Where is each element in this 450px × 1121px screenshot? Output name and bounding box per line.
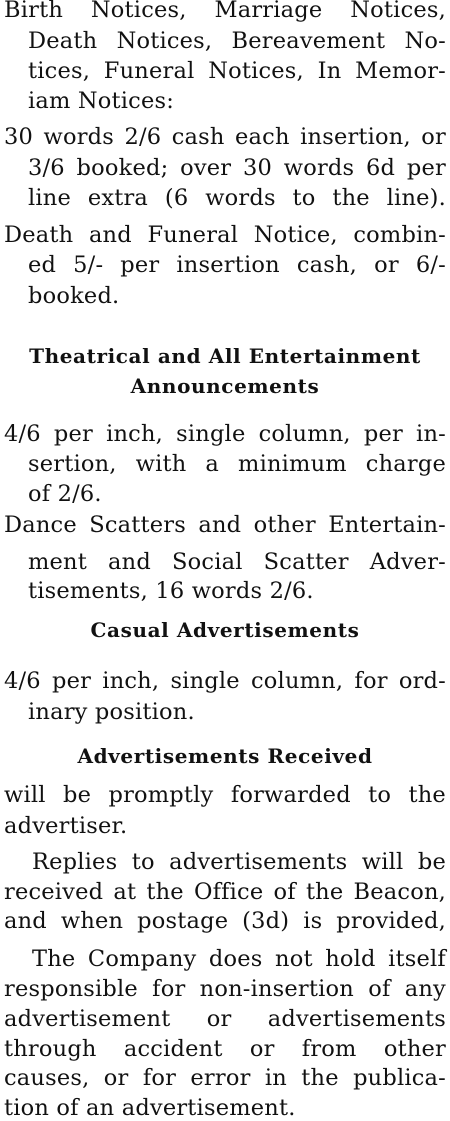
word: 3/6 xyxy=(28,155,65,181)
word: will xyxy=(361,849,404,875)
received-para-3-line-2 xyxy=(4,978,446,1001)
word: words xyxy=(43,124,114,150)
word: publica- xyxy=(353,1065,446,1091)
notices-heading-line-3 xyxy=(28,60,446,83)
word: hold xyxy=(325,946,376,972)
word: 6d xyxy=(366,155,396,181)
word: Entertain- xyxy=(328,512,446,538)
word: not xyxy=(275,946,313,972)
word: and xyxy=(108,549,151,575)
word: Bereavement xyxy=(231,28,386,54)
word: the xyxy=(146,879,184,905)
casual-para-line-2: inary position. xyxy=(28,699,195,725)
word: for xyxy=(142,1065,177,1091)
word: to xyxy=(368,782,392,808)
word: ment xyxy=(28,549,87,575)
word: for xyxy=(354,668,388,694)
word: the xyxy=(301,1065,339,1091)
word: and xyxy=(198,512,242,538)
word: tices, xyxy=(28,58,91,84)
word: Death xyxy=(4,222,74,248)
received-heading: Advertisements Received xyxy=(77,744,373,768)
word: and xyxy=(88,222,132,248)
notices-heading-line-4: iam Notices: xyxy=(28,88,175,114)
word: the xyxy=(408,782,446,808)
word: extra xyxy=(87,185,149,211)
received-para-3-line-6: tion of an advertisement. xyxy=(4,1095,296,1121)
word: accident xyxy=(123,1036,223,1062)
word: at xyxy=(113,879,137,905)
word: itself xyxy=(388,946,446,972)
theatrical-para-2-line-2 xyxy=(28,551,446,574)
notices-para-1-line-3 xyxy=(28,187,446,210)
notices-para-1-line-1 xyxy=(4,126,446,149)
word: for xyxy=(152,976,186,1002)
word: cash xyxy=(171,124,225,150)
received-para-2-line-3 xyxy=(4,910,446,933)
word: Funeral xyxy=(103,58,195,84)
word: the xyxy=(305,879,344,905)
casual-para-line-1 xyxy=(4,670,446,693)
word: and xyxy=(4,908,47,934)
word: minimum xyxy=(238,451,347,477)
word: No- xyxy=(404,28,446,54)
word: 4/6 xyxy=(4,421,41,447)
word: The xyxy=(32,946,76,972)
word: advertisements xyxy=(267,1006,446,1032)
word: Funeral xyxy=(147,222,239,248)
word: per xyxy=(120,252,160,278)
word: booked; xyxy=(76,155,169,181)
word: other xyxy=(253,512,316,538)
word: Dance xyxy=(4,512,77,538)
word: words xyxy=(205,185,276,211)
notices-para-2-line-3: booked. xyxy=(28,283,120,309)
word: non-insertion xyxy=(199,976,354,1002)
word: error xyxy=(190,1065,251,1091)
word: Beacon, xyxy=(353,879,446,905)
word: Notices, xyxy=(208,58,304,84)
word: provided, xyxy=(336,908,446,934)
word: advertisements xyxy=(169,849,348,875)
received-para-3-line-3 xyxy=(4,1008,446,1031)
word: cash, xyxy=(296,252,358,278)
word: when xyxy=(60,908,124,934)
word: does xyxy=(208,946,263,972)
word: or xyxy=(206,1006,232,1032)
word: Death xyxy=(28,28,98,54)
word: in- xyxy=(416,421,446,447)
word: insertion xyxy=(176,252,280,278)
word: promptly xyxy=(108,782,214,808)
word: single xyxy=(170,668,240,694)
theatrical-para-2-line-3: tisements, 16 words 2/6. xyxy=(28,578,314,604)
word: Adver- xyxy=(369,549,446,575)
word: through xyxy=(4,1036,97,1062)
word: charge xyxy=(365,451,446,477)
received-para-2-line-2 xyxy=(4,881,446,904)
word: line). xyxy=(386,185,446,211)
word: Company xyxy=(87,946,197,972)
word: sertion, xyxy=(28,451,117,477)
word: column, xyxy=(258,421,351,447)
theatrical-para-1-line-2 xyxy=(28,453,446,476)
word: In xyxy=(317,58,342,84)
theatrical-para-1-line-3: of 2/6. xyxy=(28,481,102,507)
word: the xyxy=(332,185,370,211)
word: be xyxy=(417,849,446,875)
word: is xyxy=(303,908,323,934)
word: each xyxy=(235,124,290,150)
word: Scatter xyxy=(263,549,349,575)
word: line xyxy=(28,185,71,211)
theatrical-heading-line-2: Announcements xyxy=(130,374,320,398)
word: from xyxy=(301,1036,357,1062)
word: per xyxy=(52,668,92,694)
word: responsible xyxy=(4,976,138,1002)
word: 30 xyxy=(4,124,34,150)
word: or xyxy=(421,124,446,150)
word: Scatters xyxy=(89,512,186,538)
word: to xyxy=(131,849,155,875)
word: a xyxy=(205,451,220,477)
word: column, xyxy=(251,668,344,694)
received-para-3-line-5 xyxy=(4,1067,446,1090)
word: (6 xyxy=(164,185,189,211)
word: combin- xyxy=(353,222,446,248)
word: advertisement xyxy=(4,1006,171,1032)
word: to xyxy=(292,185,316,211)
word: inch, xyxy=(106,421,164,447)
notices-para-1-line-2 xyxy=(28,157,446,180)
word: words xyxy=(283,155,355,181)
word: Notices, xyxy=(116,28,213,54)
word: be xyxy=(63,782,92,808)
theatrical-heading-line-1: Theatrical and All Entertainment xyxy=(29,344,421,368)
word: with xyxy=(135,451,187,477)
received-para-3-line-1 xyxy=(32,948,446,971)
word: 6/- xyxy=(415,252,446,278)
word: per xyxy=(53,421,93,447)
word: received xyxy=(4,879,104,905)
word: Notices, xyxy=(90,0,187,23)
word: Office xyxy=(193,879,264,905)
word: ord- xyxy=(398,668,446,694)
word: ed xyxy=(28,252,57,278)
received-para-3-line-4 xyxy=(4,1038,446,1061)
word: Notice, xyxy=(253,222,338,248)
word: Birth xyxy=(4,0,64,23)
word: other xyxy=(383,1036,446,1062)
received-para-2-line-1 xyxy=(32,851,446,874)
word: in xyxy=(264,1065,287,1091)
word: Notices, xyxy=(350,0,446,23)
word: 30 xyxy=(243,155,273,181)
word: (3d) xyxy=(242,908,290,934)
word: per xyxy=(406,155,446,181)
word: postage xyxy=(137,908,229,934)
theatrical-para-1-line-1 xyxy=(4,423,446,446)
notices-heading-line-1 xyxy=(4,0,446,22)
received-para-1-line-2: advertiser. xyxy=(4,813,128,839)
word: over xyxy=(180,155,232,181)
word: any xyxy=(404,976,446,1002)
word: of xyxy=(368,976,391,1002)
notices-heading-line-2 xyxy=(28,30,446,53)
received-para-1-line-1 xyxy=(4,784,446,807)
word: of xyxy=(273,879,296,905)
word: Marriage xyxy=(214,0,323,23)
word: or xyxy=(374,252,399,278)
theatrical-para-2-line-1 xyxy=(4,514,446,537)
word: single xyxy=(176,421,246,447)
word: will xyxy=(4,782,46,808)
casual-heading: Casual Advertisements xyxy=(90,618,360,642)
notices-para-2-line-1 xyxy=(4,224,446,247)
word: per xyxy=(363,421,403,447)
word: inch, xyxy=(102,668,160,694)
word: 5/- xyxy=(73,252,104,278)
word: Memor- xyxy=(355,58,446,84)
word: insertion, xyxy=(300,124,411,150)
word: causes, xyxy=(4,1065,90,1091)
word: or xyxy=(249,1036,275,1062)
word: Replies xyxy=(32,849,118,875)
word: Social xyxy=(172,549,243,575)
word: 2/6 xyxy=(124,124,162,150)
word: 4/6 xyxy=(4,668,41,694)
notices-para-2-line-2 xyxy=(28,254,446,277)
word: forwarded xyxy=(230,782,351,808)
word: or xyxy=(103,1065,129,1091)
